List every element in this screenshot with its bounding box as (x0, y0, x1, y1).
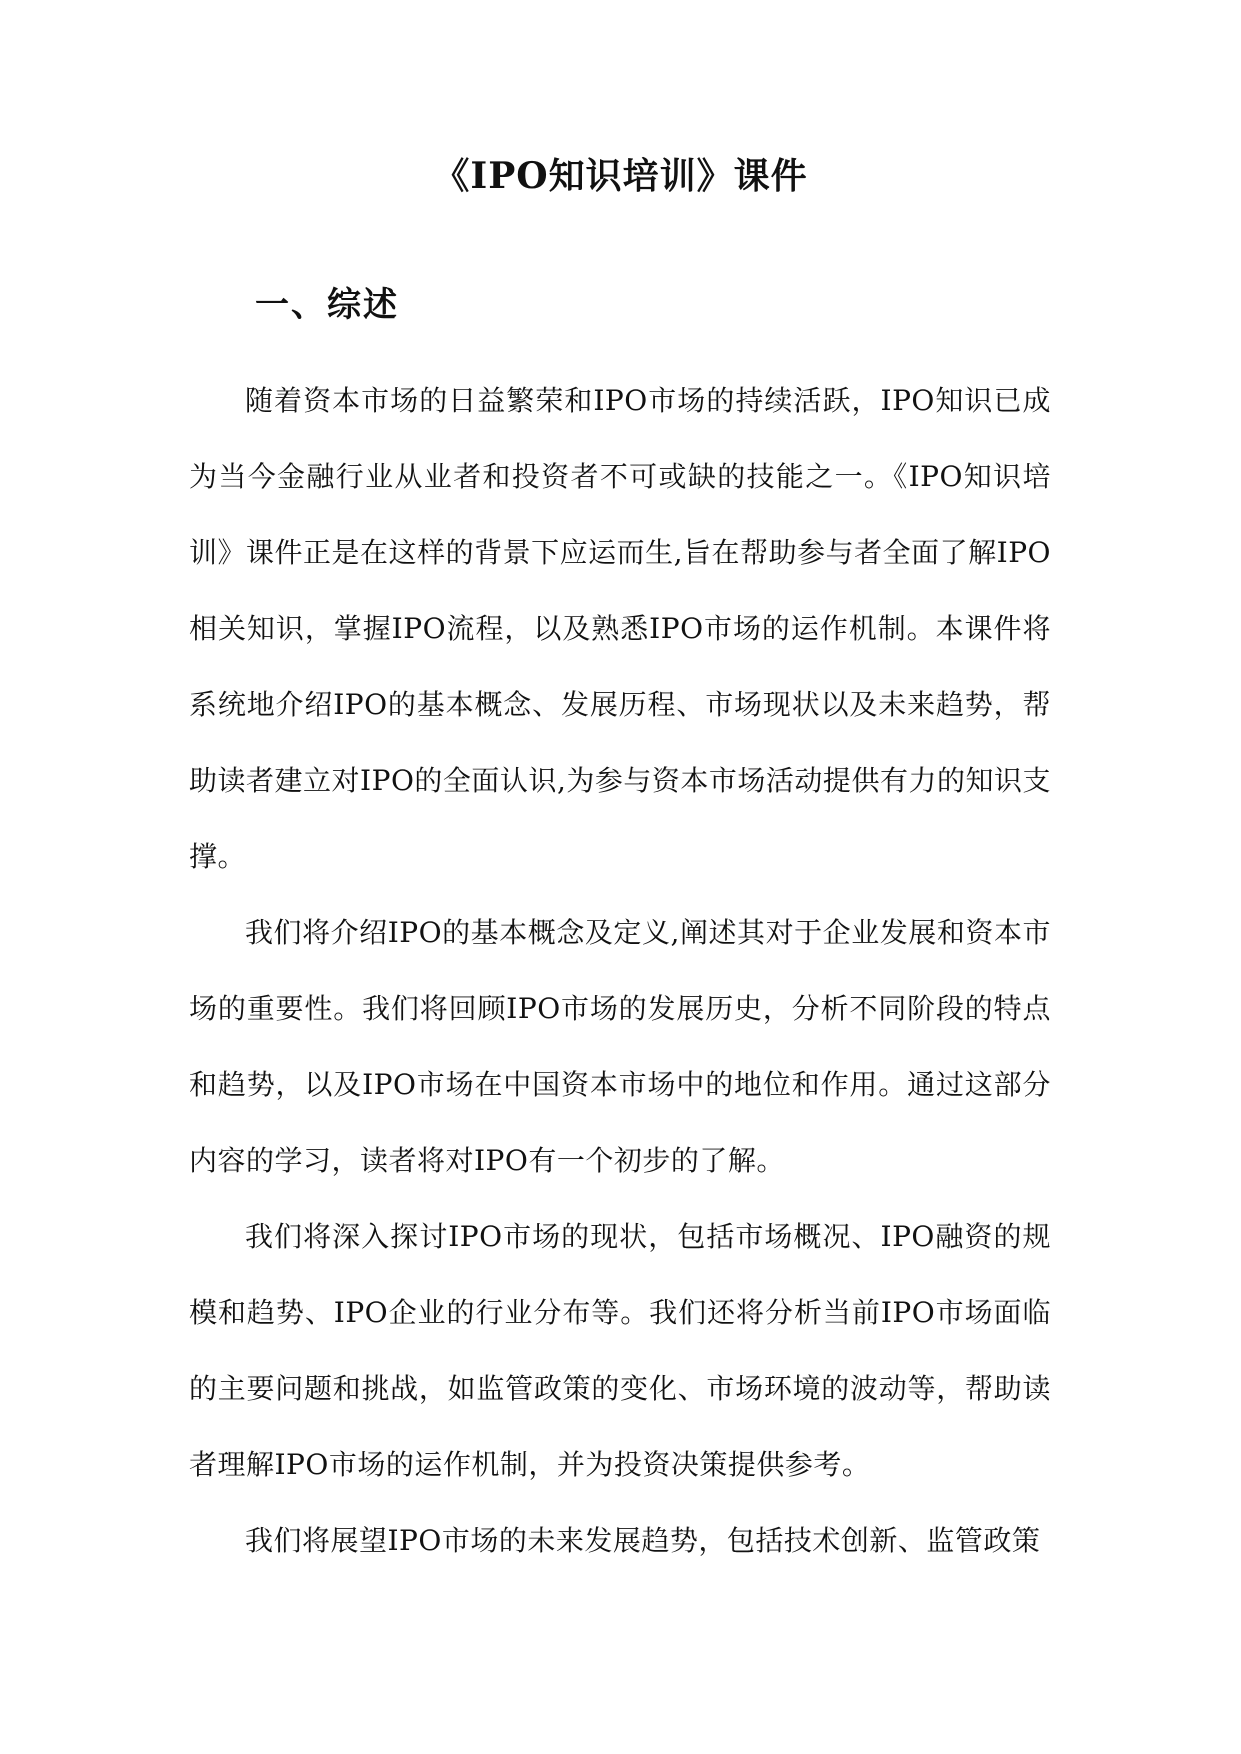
paragraph-future-trends: 我们将展望IPO市场的未来发展趋势，包括技术创新、监管政策 (245, 1524, 1041, 1557)
document-title: 《IPO知识培训》课件 (433, 155, 808, 197)
paragraph-market-status: 我们将深入探讨IPO市场的现状，包括市场概况、IPO融资的规模和趋势、IPO企业的行业分布等。我们还将分析当前IPO市场面临的主要问题和挑战，如监管政策的变化、市场环境的波动等，帮助读者理解IPO市场的运作机制，并为投资决策提供参考。 (189, 1220, 1051, 1481)
paragraph-overview: 随着资本市场的日益繁荣和IPO市场的持续活跃，IPO知识已成为当今金融行业从业者和投资者不可或缺的技能之一。《IPO知识培训》课件正是在这样的背景下应运而生,旨在帮助参与者全面了解IPO相关知识，掌握IPO流程，以及熟悉IPO市场的运作机制。本课件将系统地介绍IPO的基本概念、发展历程、市场现状以及未来趋势，帮助读者建立对IPO的全面认识,为参与资本市场活动提供有力的知识支撑。 (189, 384, 1051, 873)
body-text (189, 363, 1051, 1579)
section-heading: 一、综述 (255, 285, 399, 325)
paragraph-basic-concepts: 我们将介绍IPO的基本概念及定义,阐述其对于企业发展和资本市场的重要性。我们将回顾IPO市场的发展历史，分析不同阶段的特点和趋势，以及IPO市场在中国资本市场中的地位和作用。通过这部分内容的学习，读者将对IPO有一个初步的了解。 (189, 916, 1051, 1177)
